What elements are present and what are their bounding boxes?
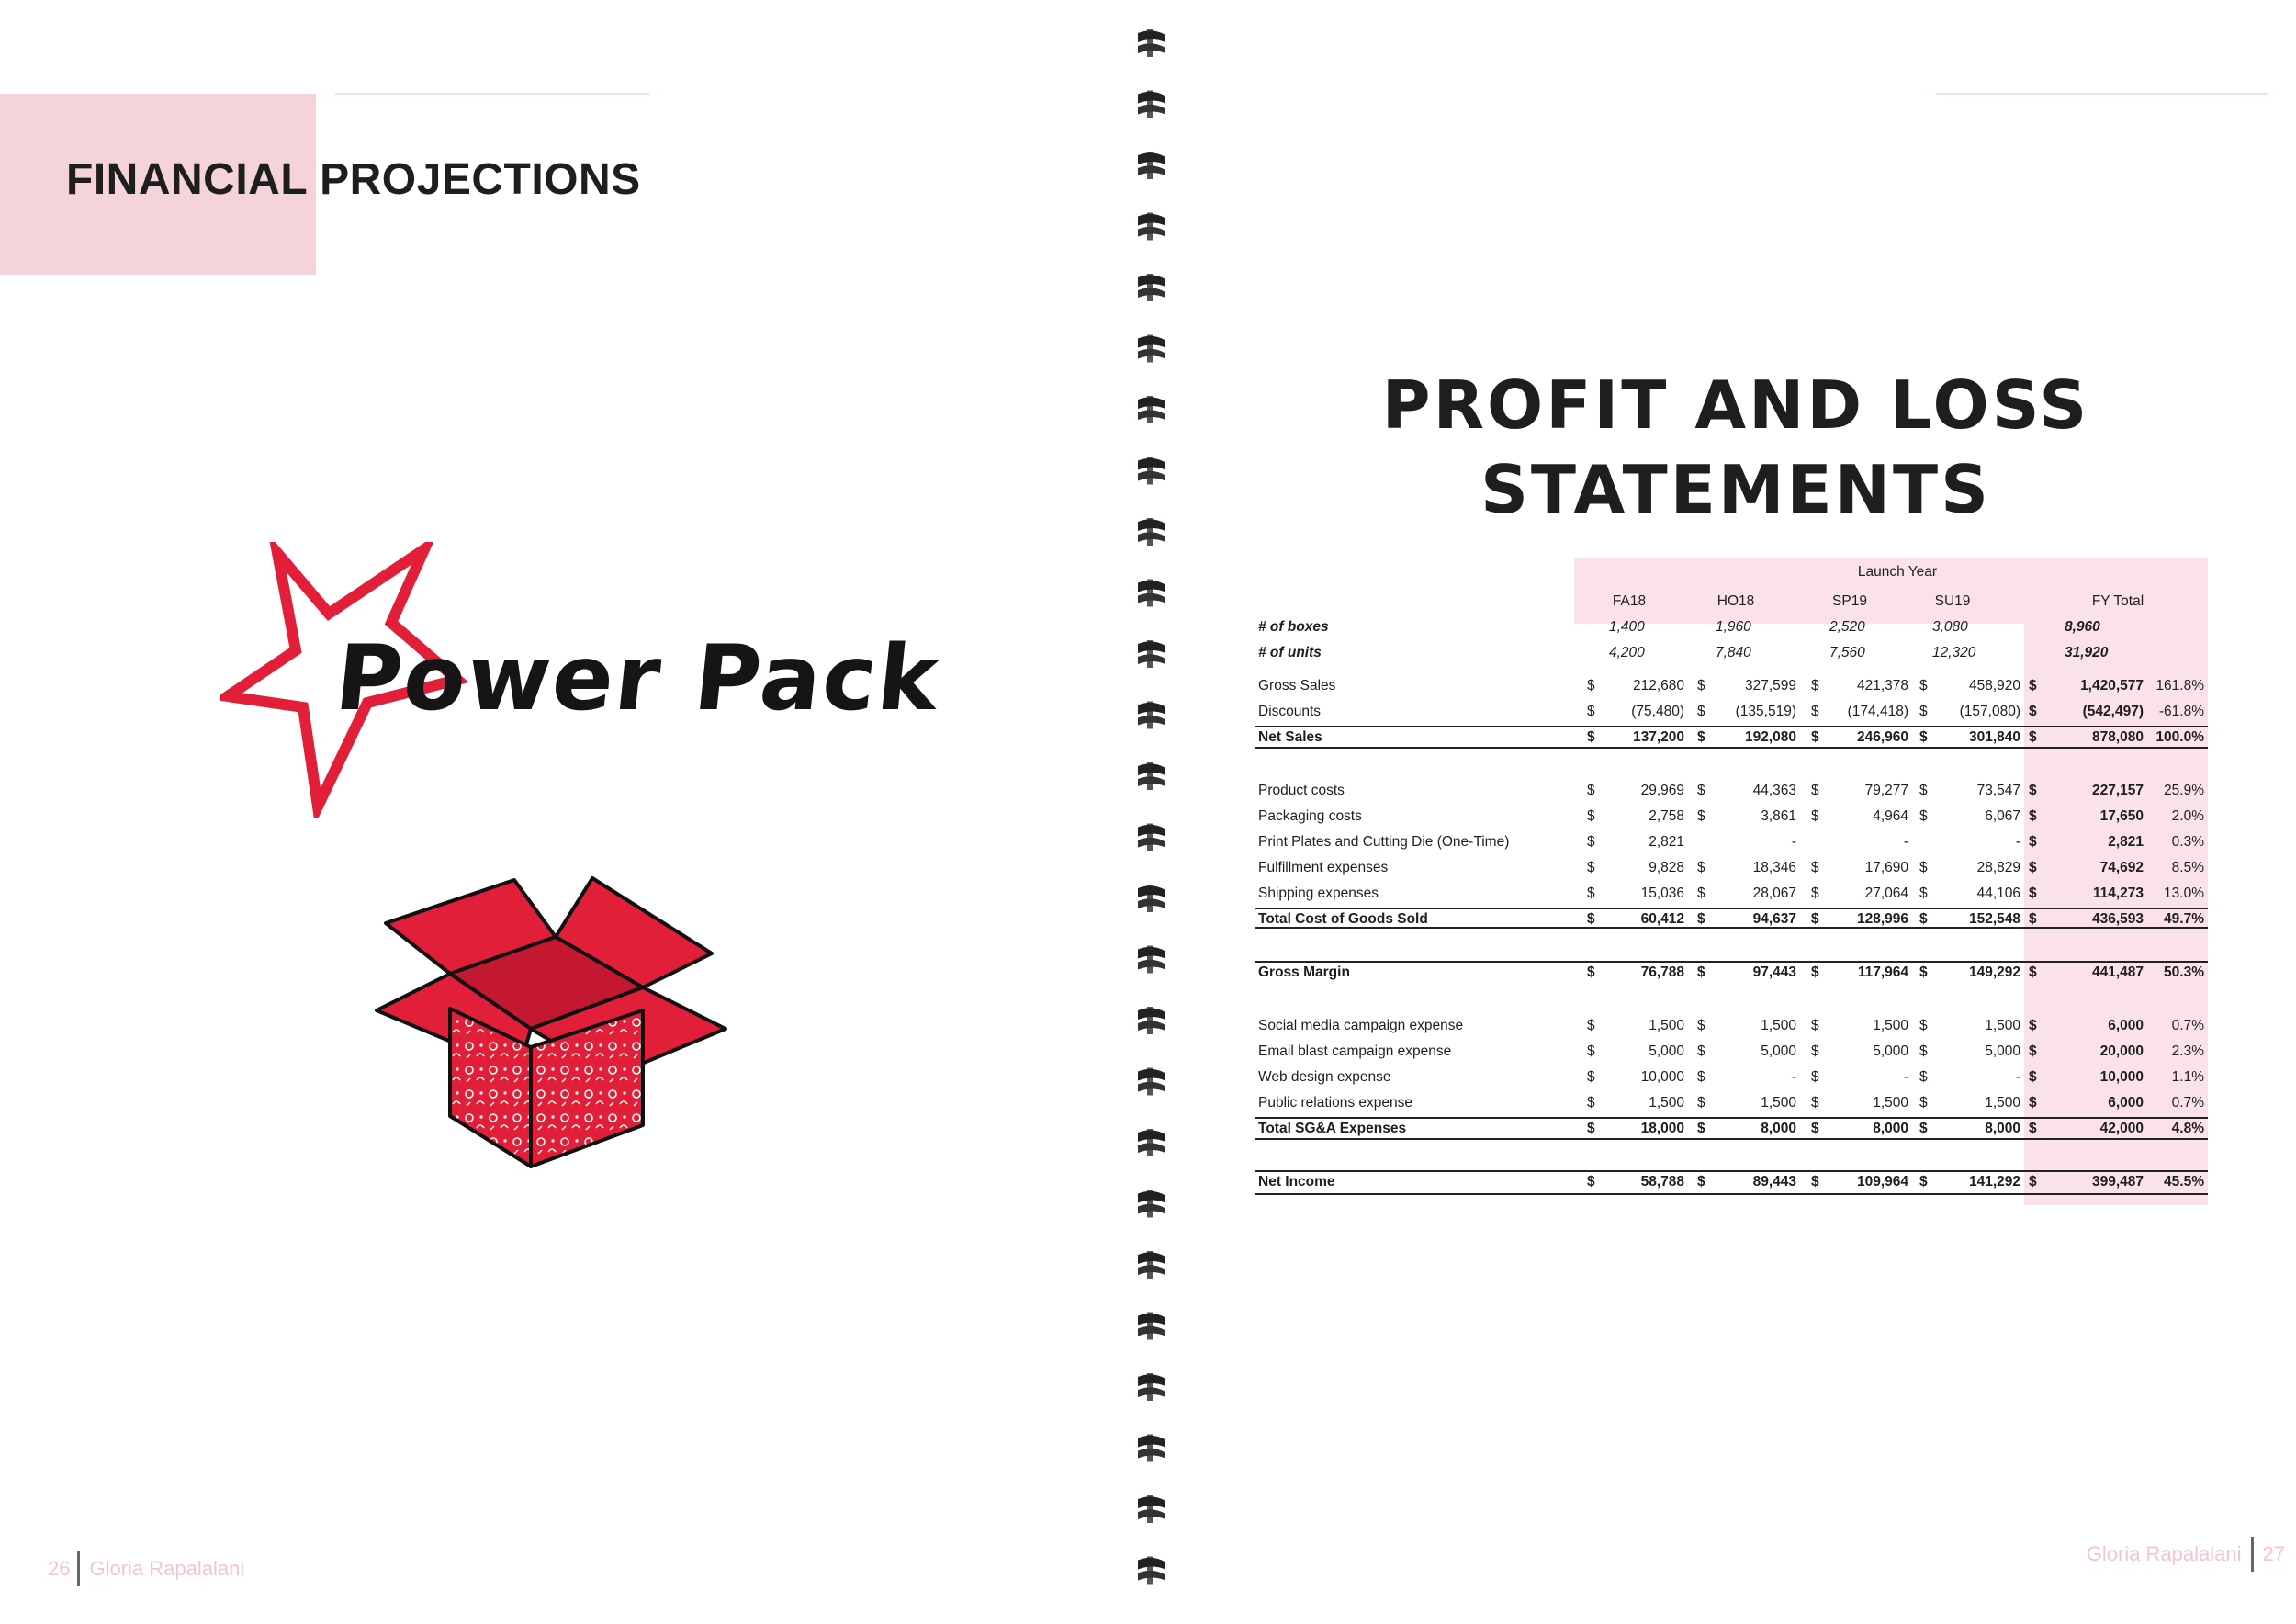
cell-value: 10,000 xyxy=(2099,1069,2144,1085)
cell-value: 1,420,577 xyxy=(2080,678,2144,694)
cell-value: 458,920 xyxy=(1968,678,2020,694)
currency-symbol: $ xyxy=(1587,1018,1595,1033)
spiral-ring xyxy=(1138,29,1165,57)
cell-value: 27,064 xyxy=(1864,885,1908,901)
cell-value: 18,000 xyxy=(1640,1121,1684,1136)
row-percent: 161.8% xyxy=(2155,678,2204,694)
column-header: SU19 xyxy=(1934,593,1971,609)
cell-value: 42,000 xyxy=(2099,1121,2144,1136)
currency-symbol: $ xyxy=(1811,678,1819,694)
row-label: Fulfillment expenses xyxy=(1258,860,1389,875)
row-label: Email blast campaign expense xyxy=(1258,1043,1452,1059)
cell-value: 28,829 xyxy=(1976,860,2020,875)
cell-value: 31,920 xyxy=(2065,645,2109,660)
cell-value: 58,788 xyxy=(1640,1174,1684,1190)
currency-symbol: $ xyxy=(1697,783,1705,798)
cell-value: 89,443 xyxy=(1752,1174,1796,1190)
cell-value: 327,599 xyxy=(1744,678,1796,694)
currency-symbol: $ xyxy=(2029,860,2037,875)
spiral-ring xyxy=(1138,335,1165,363)
cell-value: - xyxy=(2015,834,2020,850)
currency-symbol: $ xyxy=(1919,783,1928,798)
row-percent: 8.5% xyxy=(2171,860,2204,875)
table-rule xyxy=(1255,927,2208,929)
cell-value: 17,650 xyxy=(2099,808,2144,824)
cell-value: 227,157 xyxy=(2091,783,2144,798)
currency-symbol: $ xyxy=(1811,1018,1819,1033)
page-number: 26 xyxy=(48,1557,71,1580)
spiral-ring xyxy=(1138,1495,1165,1523)
currency-symbol: $ xyxy=(2029,704,2037,719)
page-title-line2: STATEMENTS xyxy=(1480,451,1991,528)
currency-symbol: $ xyxy=(2029,1121,2037,1136)
logo-text: Power Pack xyxy=(331,626,946,731)
cell-value: 1,500 xyxy=(1873,1095,1908,1111)
cell-value: 76,788 xyxy=(1640,964,1684,980)
row-percent: 13.0% xyxy=(2164,885,2204,901)
currency-symbol: $ xyxy=(1587,834,1595,850)
currency-symbol: $ xyxy=(1587,1095,1595,1111)
currency-symbol: $ xyxy=(1811,885,1819,901)
cell-value: 8,960 xyxy=(2065,619,2100,635)
row-percent: 49.7% xyxy=(2164,911,2204,927)
currency-symbol: $ xyxy=(2029,808,2037,824)
currency-symbol: $ xyxy=(1919,911,1928,927)
cell-value: - xyxy=(1903,1069,1908,1085)
currency-symbol: $ xyxy=(1811,1174,1819,1190)
cell-value: 7,560 xyxy=(1829,645,1865,660)
currency-symbol: $ xyxy=(1587,704,1595,719)
cell-value: 5,000 xyxy=(1985,1043,2020,1059)
cell-value: 4,964 xyxy=(1873,808,1908,824)
gift-box-icon xyxy=(367,873,744,1180)
cell-value: 6,067 xyxy=(1985,808,2020,824)
currency-symbol: $ xyxy=(1919,729,1928,745)
currency-symbol: $ xyxy=(2029,885,2037,901)
cell-value: 2,821 xyxy=(2108,834,2144,850)
divider-line xyxy=(335,93,649,95)
row-percent: 4.8% xyxy=(2171,1121,2204,1136)
page-title-line1: PROFIT AND LOSS xyxy=(1381,367,2090,444)
currency-symbol: $ xyxy=(1587,964,1595,980)
cell-value: (75,480) xyxy=(1631,704,1684,719)
launch-year-header: Launch Year xyxy=(1857,564,1938,580)
cell-value: 60,412 xyxy=(1640,911,1684,927)
currency-symbol: $ xyxy=(1811,704,1819,719)
cell-value: 141,292 xyxy=(1968,1174,2020,1190)
currency-symbol: $ xyxy=(1811,1043,1819,1059)
cell-value: 8,000 xyxy=(1985,1121,2020,1136)
cell-value: 6,000 xyxy=(2108,1018,2144,1033)
cell-value: 7,840 xyxy=(1716,645,1751,660)
currency-symbol: $ xyxy=(1811,1069,1819,1085)
cell-value: 878,080 xyxy=(2091,729,2144,745)
spiral-ring xyxy=(1138,824,1165,851)
spiral-ring xyxy=(1138,518,1165,546)
cell-value: 10,000 xyxy=(1640,1069,1684,1085)
row-percent: 1.1% xyxy=(2171,1069,2204,1085)
cell-value: 2,520 xyxy=(1829,619,1865,635)
currency-symbol: $ xyxy=(1919,808,1928,824)
left-page xyxy=(0,0,1143,1623)
row-percent: 0.7% xyxy=(2171,1095,2204,1111)
cell-value: (135,519) xyxy=(1735,704,1796,719)
cell-value: 97,443 xyxy=(1752,964,1796,980)
cell-value: 436,593 xyxy=(2091,911,2144,927)
currency-symbol: $ xyxy=(1587,885,1595,901)
currency-symbol: $ xyxy=(1811,1095,1819,1111)
cell-value: 1,500 xyxy=(1873,1018,1908,1033)
cell-value: 18,346 xyxy=(1752,860,1796,875)
cell-value: 1,500 xyxy=(1649,1095,1684,1111)
table-rule xyxy=(1255,1117,2208,1119)
cell-value: 1,960 xyxy=(1716,619,1751,635)
footer-divider xyxy=(2251,1537,2254,1572)
row-label: Total SG&A Expenses xyxy=(1258,1121,1407,1136)
currency-symbol: $ xyxy=(1919,860,1928,875)
currency-symbol: $ xyxy=(1697,885,1705,901)
currency-symbol: $ xyxy=(1587,678,1595,694)
currency-symbol: $ xyxy=(1697,729,1705,745)
row-label: Net Income xyxy=(1258,1174,1335,1190)
divider-line-right xyxy=(1936,93,2268,95)
cell-value: 1,400 xyxy=(1609,619,1645,635)
cell-value: 5,000 xyxy=(1761,1043,1796,1059)
currency-symbol: $ xyxy=(1587,783,1595,798)
row-percent: 45.5% xyxy=(2164,1174,2204,1190)
row-label: Web design expense xyxy=(1258,1069,1391,1085)
currency-symbol: $ xyxy=(1697,1095,1705,1111)
cell-value: 74,692 xyxy=(2099,860,2144,875)
row-label: Gross Margin xyxy=(1258,964,1350,980)
row-percent: 25.9% xyxy=(2164,783,2204,798)
cell-value: - xyxy=(1791,834,1796,850)
cell-value: 6,000 xyxy=(2108,1095,2144,1111)
currency-symbol: $ xyxy=(1587,911,1595,927)
cell-value: 79,277 xyxy=(1864,783,1908,798)
spiral-ring xyxy=(1138,946,1165,974)
footer-author: Gloria Rapalalani xyxy=(2086,1542,2242,1565)
currency-symbol: $ xyxy=(1811,808,1819,824)
currency-symbol: $ xyxy=(2029,1043,2037,1059)
spiral-ring xyxy=(1138,213,1165,241)
cell-value: 2,758 xyxy=(1649,808,1684,824)
page-title xyxy=(1322,363,2149,532)
column-header: FA18 xyxy=(1612,593,1647,609)
footer-author: Gloria Rapalalani xyxy=(89,1557,245,1580)
spiral-binding xyxy=(1134,26,1171,1624)
cell-value: 4,200 xyxy=(1609,645,1645,660)
cell-value: 3,080 xyxy=(1932,619,1968,635)
cell-value: 44,106 xyxy=(1976,885,2020,901)
currency-symbol: $ xyxy=(1697,1043,1705,1059)
spiral-ring xyxy=(1138,1435,1165,1462)
footer-divider xyxy=(77,1551,80,1586)
column-header: FY Total xyxy=(2091,593,2144,609)
row-percent: 0.3% xyxy=(2171,834,2204,850)
cell-value: 8,000 xyxy=(1873,1121,1908,1136)
spiral-ring xyxy=(1138,396,1165,423)
currency-symbol: $ xyxy=(1587,1043,1595,1059)
cell-value: 94,637 xyxy=(1752,911,1796,927)
cell-value: 29,969 xyxy=(1640,783,1684,798)
currency-symbol: $ xyxy=(2029,1174,2037,1190)
row-label: Product costs xyxy=(1258,783,1345,798)
cell-value: 114,273 xyxy=(2092,885,2144,901)
spiral-ring xyxy=(1138,1251,1165,1279)
spiral-ring xyxy=(1138,1190,1165,1218)
table-rule xyxy=(1255,726,2208,727)
row-percent: 2.0% xyxy=(2171,808,2204,824)
currency-symbol: $ xyxy=(1919,1018,1928,1033)
currency-symbol: $ xyxy=(1587,1174,1595,1190)
currency-symbol: $ xyxy=(1587,808,1595,824)
cell-value: 2,821 xyxy=(1649,834,1684,850)
row-percent: -61.8% xyxy=(2158,704,2204,719)
row-label: # of boxes xyxy=(1258,619,1329,635)
cell-value: 1,500 xyxy=(1985,1018,2020,1033)
cell-value: 5,000 xyxy=(1873,1043,1908,1059)
currency-symbol: $ xyxy=(1919,704,1928,719)
table-rule xyxy=(1255,961,2208,963)
cell-value: 137,200 xyxy=(1632,729,1684,745)
column-header: SP19 xyxy=(1832,593,1867,609)
row-label: Total Cost of Goods Sold xyxy=(1258,911,1428,927)
cell-value: - xyxy=(2015,1069,2020,1085)
currency-symbol: $ xyxy=(1587,729,1595,745)
row-label: Social media campaign expense xyxy=(1258,1018,1464,1033)
row-percent: 100.0% xyxy=(2155,729,2204,745)
table-rule xyxy=(1255,747,2208,749)
page-number: 27 xyxy=(2262,1542,2285,1565)
spiral-ring xyxy=(1138,762,1165,790)
cell-value: 246,960 xyxy=(1856,729,1908,745)
cell-value: 28,067 xyxy=(1752,885,1796,901)
currency-symbol: $ xyxy=(1697,964,1705,980)
currency-symbol: $ xyxy=(2029,1069,2037,1085)
currency-symbol: $ xyxy=(1811,783,1819,798)
spiral-ring xyxy=(1138,702,1165,729)
row-label: Discounts xyxy=(1258,704,1322,719)
currency-symbol: $ xyxy=(1811,964,1819,980)
row-label: Gross Sales xyxy=(1258,678,1336,694)
table-rule xyxy=(1255,1138,2208,1140)
row-label: # of units xyxy=(1258,645,1322,660)
cell-value: 149,292 xyxy=(1968,964,2020,980)
row-label: Shipping expenses xyxy=(1258,885,1379,901)
spiral-ring xyxy=(1138,91,1165,118)
cell-value: 117,964 xyxy=(1857,964,1908,980)
cell-value: 44,363 xyxy=(1752,783,1796,798)
cell-value: 212,680 xyxy=(1632,678,1684,694)
currency-symbol: $ xyxy=(1587,860,1595,875)
cell-value: 301,840 xyxy=(1968,729,2020,745)
row-percent: 0.7% xyxy=(2171,1018,2204,1033)
cell-value: 109,964 xyxy=(1856,1174,1908,1190)
cell-value: 20,000 xyxy=(2099,1043,2144,1059)
cell-value: 5,000 xyxy=(1649,1043,1684,1059)
spiral-ring xyxy=(1138,640,1165,668)
cell-value: 73,547 xyxy=(1976,783,2020,798)
cell-value: 12,320 xyxy=(1932,645,1976,660)
row-label: Public relations expense xyxy=(1258,1095,1413,1111)
currency-symbol: $ xyxy=(1919,1121,1928,1136)
cell-value: 421,378 xyxy=(1856,678,1908,694)
cell-value: 1,500 xyxy=(1649,1018,1684,1033)
cell-value: 399,487 xyxy=(2091,1174,2144,1190)
cell-value: 9,828 xyxy=(1649,860,1684,875)
spiral-ring xyxy=(1138,274,1165,301)
currency-symbol: $ xyxy=(1919,1174,1928,1190)
column-header: HO18 xyxy=(1716,593,1755,609)
cell-value: 128,996 xyxy=(1856,911,1908,927)
row-percent: 50.3% xyxy=(2164,964,2204,980)
cell-value: 441,487 xyxy=(2091,964,2144,980)
currency-symbol: $ xyxy=(1587,1069,1595,1085)
spiral-ring xyxy=(1138,1313,1165,1340)
currency-symbol: $ xyxy=(1697,1069,1705,1085)
currency-symbol: $ xyxy=(2029,964,2037,980)
cell-value: 152,548 xyxy=(1968,911,2020,927)
currency-symbol: $ xyxy=(1919,1095,1928,1111)
currency-symbol: $ xyxy=(1811,729,1819,745)
currency-symbol: $ xyxy=(1587,1121,1595,1136)
spiral-ring xyxy=(1138,1557,1165,1585)
cell-value: 192,080 xyxy=(1744,729,1796,745)
currency-symbol: $ xyxy=(1697,704,1705,719)
table-rule xyxy=(1255,1193,2208,1195)
cell-value: - xyxy=(1903,834,1908,850)
spiral-ring xyxy=(1138,1373,1165,1401)
currency-symbol: $ xyxy=(1919,1069,1928,1085)
cell-value: (542,497) xyxy=(2082,704,2144,719)
currency-symbol: $ xyxy=(1697,1121,1705,1136)
cell-value: 1,500 xyxy=(1985,1095,2020,1111)
currency-symbol: $ xyxy=(1919,1043,1928,1059)
currency-symbol: $ xyxy=(2029,783,2037,798)
cell-value: 1,500 xyxy=(1761,1018,1796,1033)
currency-symbol: $ xyxy=(2029,1095,2037,1111)
currency-symbol: $ xyxy=(2029,678,2037,694)
spiral-ring xyxy=(1138,885,1165,912)
currency-symbol: $ xyxy=(1697,860,1705,875)
power-pack-logo xyxy=(220,542,946,818)
row-label: Print Plates and Cutting Die (One-Time) xyxy=(1258,834,1510,850)
footer-right xyxy=(2087,1536,2285,1573)
currency-symbol: $ xyxy=(1697,1174,1705,1190)
table-rule xyxy=(1255,908,2208,909)
spiral-ring xyxy=(1138,1129,1165,1156)
spiral-ring xyxy=(1138,457,1165,485)
currency-symbol: $ xyxy=(1697,911,1705,927)
currency-symbol: $ xyxy=(1697,808,1705,824)
currency-symbol: $ xyxy=(1697,1018,1705,1033)
currency-symbol: $ xyxy=(1919,678,1928,694)
currency-symbol: $ xyxy=(1811,911,1819,927)
cell-value: 15,036 xyxy=(1640,885,1684,901)
spiral-ring xyxy=(1138,1068,1165,1096)
currency-symbol: $ xyxy=(1697,678,1705,694)
spiral-ring xyxy=(1138,580,1165,607)
currency-symbol: $ xyxy=(2029,729,2037,745)
row-label: Packaging costs xyxy=(1258,808,1362,824)
footer-left xyxy=(48,1551,244,1587)
cell-value: - xyxy=(1791,1069,1796,1085)
currency-symbol: $ xyxy=(2029,834,2037,850)
cell-value: (157,080) xyxy=(1959,704,2020,719)
currency-symbol: $ xyxy=(1919,964,1928,980)
currency-symbol: $ xyxy=(1919,885,1928,901)
spiral-ring xyxy=(1138,1007,1165,1034)
cell-value: 8,000 xyxy=(1761,1121,1796,1136)
table-rule xyxy=(1255,1170,2208,1172)
spiral-ring xyxy=(1138,152,1165,179)
section-title: FINANCIAL PROJECTIONS xyxy=(66,155,641,204)
currency-symbol: $ xyxy=(2029,911,2037,927)
cell-value: 17,690 xyxy=(1864,860,1908,875)
currency-symbol: $ xyxy=(2029,1018,2037,1033)
cell-value: 3,861 xyxy=(1761,808,1796,824)
row-label: Net Sales xyxy=(1258,729,1322,745)
row-percent: 2.3% xyxy=(2171,1043,2204,1059)
currency-symbol: $ xyxy=(1811,860,1819,875)
cell-value: (174,418) xyxy=(1847,704,1908,719)
currency-symbol: $ xyxy=(1811,1121,1819,1136)
cell-value: 1,500 xyxy=(1761,1095,1796,1111)
profit-loss-table xyxy=(1255,558,2208,1205)
